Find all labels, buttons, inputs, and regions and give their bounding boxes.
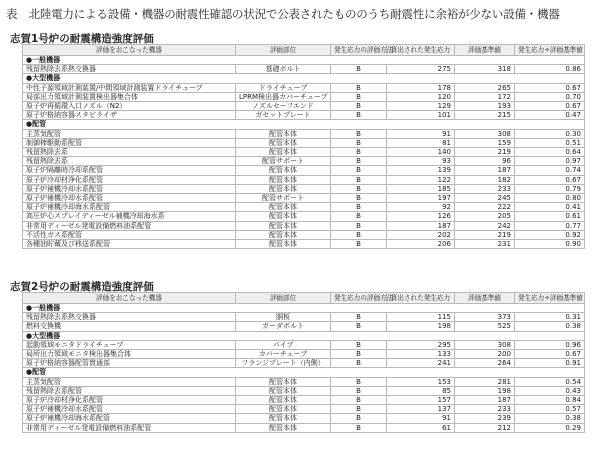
- category-row: [23, 74, 585, 83]
- table-row: [23, 221, 585, 230]
- column-header: 算出された発生応力: [387, 45, 455, 56]
- column-header: 発生応力の評価方法: [331, 293, 387, 304]
- evaluated-part: 配管本体: [236, 221, 331, 230]
- column-header: 評価基準値: [455, 293, 515, 304]
- calculated-stress: 157: [387, 396, 455, 405]
- evaluated-part: 配管本体: [236, 148, 331, 157]
- stress-ratio: 0.61: [515, 212, 585, 221]
- calculated-stress: 115: [387, 313, 455, 322]
- criterion-value: 205: [455, 212, 515, 221]
- criterion-value: 187: [455, 166, 515, 175]
- stress-ratio: 0.92: [515, 230, 585, 239]
- table-row: [23, 322, 585, 331]
- equipment-name: 原子炉補機冷却水系配管: [23, 405, 236, 414]
- stress-ratio: 0.67: [515, 175, 585, 184]
- calculated-stress: 91: [387, 129, 455, 138]
- evaluated-part: 配管本体: [236, 377, 331, 386]
- stress-ratio: 0.47: [515, 111, 585, 120]
- criterion-value: 219: [455, 148, 515, 157]
- table-row: [23, 359, 585, 368]
- evaluation-method: B: [331, 313, 387, 322]
- stress-ratio: 0.97: [515, 157, 585, 166]
- stress-ratio: 0.57: [515, 405, 585, 414]
- category-label: ●一般機器: [23, 304, 585, 313]
- evaluated-part: 配管本体: [236, 386, 331, 395]
- equipment-name: 局部出力領域計測装置検出器集合体: [23, 92, 236, 101]
- evaluation-method: B: [331, 377, 387, 386]
- stress-ratio: 0.54: [515, 377, 585, 386]
- evaluated-part: 配管本体: [236, 166, 331, 175]
- calculated-stress: 275: [387, 65, 455, 74]
- evaluation-table-unit2: [22, 292, 585, 433]
- equipment-name: 局所出力領域モニタ検出器集合体: [23, 350, 236, 359]
- evaluation-method: B: [331, 396, 387, 405]
- stress-ratio: 0.91: [515, 359, 585, 368]
- evaluation-method: B: [331, 386, 387, 395]
- calculated-stress: 137: [387, 405, 455, 414]
- calculated-stress: 178: [387, 83, 455, 92]
- criterion-value: 318: [455, 65, 515, 74]
- evaluation-method: B: [331, 340, 387, 349]
- table-row: [23, 184, 585, 193]
- column-header: 評価部位: [236, 45, 331, 56]
- stress-ratio: 0.67: [515, 102, 585, 111]
- table-row: [23, 166, 585, 175]
- calculated-stress: 93: [387, 157, 455, 166]
- evaluated-part: 配管サポート: [236, 194, 331, 203]
- criterion-value: 182: [455, 175, 515, 184]
- criterion-value: 215: [455, 111, 515, 120]
- calculated-stress: 295: [387, 340, 455, 349]
- category-label: ●大型機器: [23, 331, 585, 340]
- evaluated-part: ガーダボルト: [236, 322, 331, 331]
- evaluation-method: B: [331, 129, 387, 138]
- equipment-name: 残留熱除去系熱交換器: [23, 313, 236, 322]
- stress-ratio: 0.80: [515, 194, 585, 203]
- criterion-value: 245: [455, 194, 515, 203]
- stress-ratio: 0.77: [515, 221, 585, 230]
- equipment-name: 原子炉補機冷却海水系配管: [23, 414, 236, 423]
- criterion-value: 281: [455, 377, 515, 386]
- calculated-stress: 122: [387, 175, 455, 184]
- stress-ratio: 0.31: [515, 313, 585, 322]
- evaluation-method: B: [331, 92, 387, 101]
- table-row: [23, 414, 585, 423]
- table-row: [23, 203, 585, 212]
- criterion-value: 239: [455, 414, 515, 423]
- evaluation-method: B: [331, 65, 387, 74]
- calculated-stress: 92: [387, 203, 455, 212]
- category-row: [23, 56, 585, 65]
- table-row: [23, 396, 585, 405]
- stress-ratio: 0.67: [515, 350, 585, 359]
- evaluated-part: 配管本体: [236, 138, 331, 147]
- table-row: [23, 377, 585, 386]
- criterion-value: 525: [455, 322, 515, 331]
- stress-ratio: 0.38: [515, 414, 585, 423]
- table-row: [23, 350, 585, 359]
- calculated-stress: 91: [387, 414, 455, 423]
- stress-ratio: 0.84: [515, 396, 585, 405]
- criterion-value: 265: [455, 83, 515, 92]
- evaluated-part: ノズルセーフエンド: [236, 102, 331, 111]
- table-row: [23, 111, 585, 120]
- equipment-name: 非常用ディーゼル発電設備燃料油系配管: [23, 221, 236, 230]
- equipment-name: 不活性ガス系配管: [23, 230, 236, 239]
- criterion-value: 222: [455, 203, 515, 212]
- criterion-value: 219: [455, 230, 515, 239]
- evaluation-method: B: [331, 359, 387, 368]
- column-header: 発生応力の評価方法: [331, 45, 387, 56]
- evaluation-method: B: [331, 240, 387, 249]
- evaluated-part: 配管本体: [236, 212, 331, 221]
- equipment-name: 原子炉隔離時冷却系配管: [23, 166, 236, 175]
- table-row: [23, 83, 585, 92]
- equipment-name: 非常用ディーゼル発電設備燃料油系配管: [23, 423, 236, 432]
- equipment-name: 残留熱除去系配管: [23, 386, 236, 395]
- calculated-stress: 185: [387, 184, 455, 193]
- evaluation-method: B: [331, 423, 387, 432]
- calculated-stress: 81: [387, 138, 455, 147]
- stress-ratio: 0.67: [515, 83, 585, 92]
- equipment-name: 制御棒駆動系配管: [23, 138, 236, 147]
- table-row: [23, 92, 585, 101]
- column-header: 評価をおこなった機器: [23, 45, 236, 56]
- category-row: [23, 304, 585, 313]
- evaluated-part: 配管本体: [236, 230, 331, 239]
- equipment-name: 原子炉補機冷却海水系配管: [23, 203, 236, 212]
- evaluation-method: B: [331, 175, 387, 184]
- equipment-name: 主蒸気配管: [23, 129, 236, 138]
- calculated-stress: 198: [387, 322, 455, 331]
- category-label: ●配管: [23, 120, 585, 129]
- equipment-name: 起動領域モニタドライチューブ: [23, 340, 236, 349]
- evaluated-part: 配管サポート: [236, 157, 331, 166]
- evaluation-method: B: [331, 83, 387, 92]
- criterion-value: 96: [455, 157, 515, 166]
- criterion-value: 159: [455, 138, 515, 147]
- table-row: [23, 230, 585, 239]
- equipment-name: 残留熱除去系熱交換器: [23, 65, 236, 74]
- equipment-name: 残留熱除去系: [23, 148, 236, 157]
- evaluated-part: LPRM検出器カバーチューブ: [236, 92, 331, 101]
- stress-ratio: 0.90: [515, 240, 585, 249]
- evaluated-part: カバーチューブ: [236, 350, 331, 359]
- category-row: [23, 331, 585, 340]
- column-header: 発生応力÷評価基準値: [515, 293, 585, 304]
- stress-ratio: 0.74: [515, 166, 585, 175]
- column-header: 発生応力÷評価基準値: [515, 45, 585, 56]
- table-row: [23, 175, 585, 184]
- equipment-name: 燃料交換機: [23, 322, 236, 331]
- evaluated-part: 配管本体: [236, 184, 331, 193]
- calculated-stress: 202: [387, 230, 455, 239]
- evaluation-method: B: [331, 203, 387, 212]
- table-row: [23, 386, 585, 395]
- section-title-unit1: 志賀1号炉の耐震構造強度評価: [10, 33, 154, 45]
- stress-ratio: 0.51: [515, 138, 585, 147]
- equipment-name: 原子炉格納容器配管貫通部: [23, 359, 236, 368]
- calculated-stress: 101: [387, 111, 455, 120]
- stress-ratio: 0.29: [515, 423, 585, 432]
- equipment-name: 残留熱除去系: [23, 157, 236, 166]
- criterion-value: 187: [455, 396, 515, 405]
- category-row: [23, 368, 585, 377]
- calculated-stress: 241: [387, 359, 455, 368]
- table-row: [23, 313, 585, 322]
- evaluation-method: B: [331, 350, 387, 359]
- criterion-value: 308: [455, 129, 515, 138]
- criterion-value: 233: [455, 184, 515, 193]
- column-header: 評価をおこなった機器: [23, 293, 236, 304]
- criterion-value: 193: [455, 102, 515, 111]
- evaluation-method: B: [331, 157, 387, 166]
- stress-ratio: 0.41: [515, 203, 585, 212]
- criterion-value: 308: [455, 340, 515, 349]
- equipment-name: 原子炉格納容器スタビライザ: [23, 111, 236, 120]
- evaluation-table-unit1: [22, 44, 585, 249]
- table-row: [23, 65, 585, 74]
- criterion-value: 373: [455, 313, 515, 322]
- evaluated-part: ガセットプレート: [236, 111, 331, 120]
- evaluation-method: B: [331, 138, 387, 147]
- equipment-name: 高圧炉心スプレイディーゼル補機冷却海水系: [23, 212, 236, 221]
- stress-ratio: 0.96: [515, 340, 585, 349]
- equipment-name: 主蒸気配管: [23, 377, 236, 386]
- equipment-name: 原子炉再循環入口ノズル（N2）: [23, 102, 236, 111]
- calculated-stress: 153: [387, 377, 455, 386]
- evaluated-part: 胴板: [236, 313, 331, 322]
- stress-ratio: 0.30: [515, 129, 585, 138]
- category-label: ●配管: [23, 368, 585, 377]
- stress-ratio: 0.79: [515, 184, 585, 193]
- calculated-stress: 187: [387, 221, 455, 230]
- category-label: ●一般機器: [23, 56, 585, 65]
- table-row: [23, 148, 585, 157]
- calculated-stress: 126: [387, 212, 455, 221]
- calculated-stress: 206: [387, 240, 455, 249]
- evaluation-method: B: [331, 414, 387, 423]
- document-title: 表 北陸電力による設備・機器の耐震性確認の状況で公表されたもののうち耐震性に余裕が少ない設備・機器: [6, 7, 560, 21]
- calculated-stress: 133: [387, 350, 455, 359]
- evaluated-part: 配管本体: [236, 240, 331, 249]
- criterion-value: 242: [455, 221, 515, 230]
- calculated-stress: 140: [387, 148, 455, 157]
- evaluation-method: B: [331, 102, 387, 111]
- criterion-value: 172: [455, 92, 515, 101]
- evaluated-part: 配管本体: [236, 423, 331, 432]
- table-row: [23, 423, 585, 432]
- table-row: [23, 138, 585, 147]
- evaluation-method: B: [331, 212, 387, 221]
- evaluation-method: B: [331, 194, 387, 203]
- evaluated-part: ドライチューブ: [236, 83, 331, 92]
- section-title-unit2: 志賀2号炉の耐震構造強度評価: [10, 281, 154, 293]
- stress-ratio: 0.86: [515, 65, 585, 74]
- equipment-name: 原子炉冷却材浄化系配管: [23, 396, 236, 405]
- evaluation-method: B: [331, 111, 387, 120]
- table-row: [23, 405, 585, 414]
- calculated-stress: 61: [387, 423, 455, 432]
- evaluated-part: 配管本体: [236, 203, 331, 212]
- table-header-row: [23, 293, 585, 304]
- evaluation-method: B: [331, 405, 387, 414]
- table-row: [23, 157, 585, 166]
- criterion-value: 264: [455, 359, 515, 368]
- table-row: [23, 194, 585, 203]
- column-header: 評価基準値: [455, 45, 515, 56]
- column-header: 評価部位: [236, 293, 331, 304]
- table-row: [23, 212, 585, 221]
- equipment-name: 中性子源領域計測装置/中間領域計測装置ドライチューブ: [23, 83, 236, 92]
- calculated-stress: 197: [387, 194, 455, 203]
- evaluation-method: B: [331, 148, 387, 157]
- calculated-stress: 120: [387, 92, 455, 101]
- criterion-value: 231: [455, 240, 515, 249]
- equipment-name: 原子炉補機冷却水系配管: [23, 194, 236, 203]
- table-row: [23, 240, 585, 249]
- evaluated-part: パイプ: [236, 340, 331, 349]
- evaluated-part: 配管本体: [236, 396, 331, 405]
- table-header-row: [23, 45, 585, 56]
- evaluated-part: 配管本体: [236, 405, 331, 414]
- equipment-name: 原子炉補機冷却水系配管: [23, 184, 236, 193]
- criterion-value: 212: [455, 423, 515, 432]
- equipment-name: 各種油貯蔵及び移送系配管: [23, 240, 236, 249]
- criterion-value: 200: [455, 350, 515, 359]
- criterion-value: 198: [455, 386, 515, 395]
- evaluated-part: 基礎ボルト: [236, 65, 331, 74]
- stress-ratio: 0.64: [515, 148, 585, 157]
- evaluation-method: B: [331, 166, 387, 175]
- category-label: ●大型機器: [23, 74, 585, 83]
- calculated-stress: 139: [387, 166, 455, 175]
- evaluated-part: フランジプレート（内側）: [236, 359, 331, 368]
- evaluated-part: 配管本体: [236, 129, 331, 138]
- stress-ratio: 0.43: [515, 386, 585, 395]
- category-row: [23, 120, 585, 129]
- evaluation-method: B: [331, 322, 387, 331]
- evaluation-method: B: [331, 230, 387, 239]
- table-row: [23, 340, 585, 349]
- evaluated-part: 配管本体: [236, 414, 331, 423]
- table-row: [23, 129, 585, 138]
- evaluated-part: 配管本体: [236, 175, 331, 184]
- evaluation-method: B: [331, 184, 387, 193]
- calculated-stress: 129: [387, 102, 455, 111]
- evaluation-method: B: [331, 221, 387, 230]
- stress-ratio: 0.70: [515, 92, 585, 101]
- equipment-name: 原子炉冷却材浄化系配管: [23, 175, 236, 184]
- stress-ratio: 0.38: [515, 322, 585, 331]
- column-header: 算出された発生応力: [387, 293, 455, 304]
- table-row: [23, 102, 585, 111]
- calculated-stress: 85: [387, 386, 455, 395]
- criterion-value: 233: [455, 405, 515, 414]
